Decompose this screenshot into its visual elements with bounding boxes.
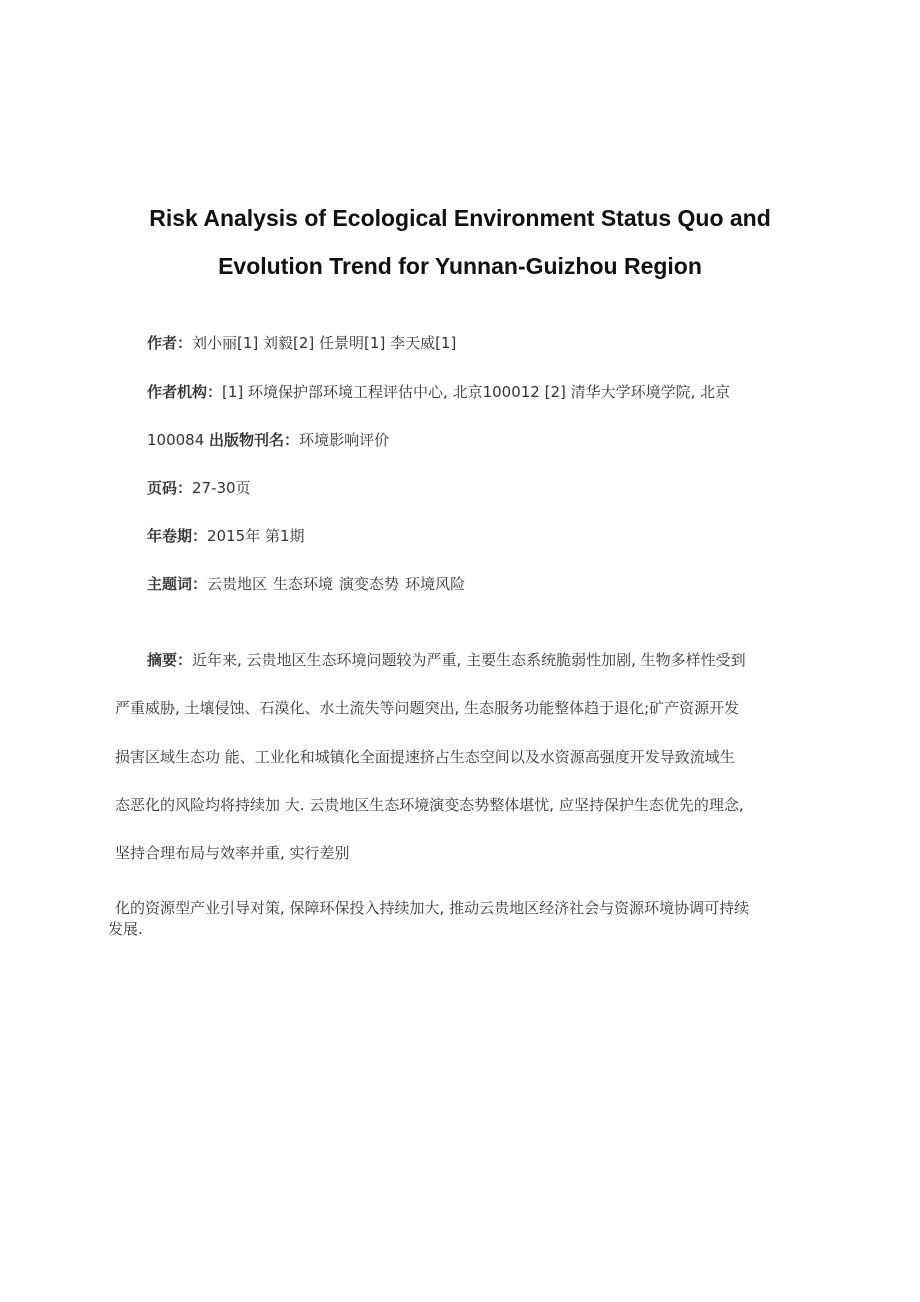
authors-row: [147, 332, 456, 354]
title-line-1: Risk Analysis of Ecological Environment Status Quo and: [149, 205, 771, 231]
org-journal-row: [147, 429, 389, 451]
abstract-line-5: 坚持合理布局与效率并重, 实行差别: [115, 844, 350, 862]
authors-value: 刘小丽[1] 刘毅[2] 任景明[1] 李天威[1]: [192, 334, 457, 352]
keyword-4: 环境风险: [405, 575, 466, 593]
keywords-row: [147, 573, 465, 595]
pages-label: 页码：: [147, 479, 193, 497]
journal-value: 环境影响评价: [299, 431, 390, 449]
org-label: 作者机构：: [147, 383, 223, 401]
issue-value: 2015年 第1期: [207, 527, 305, 545]
keyword-3: 演变态势: [339, 575, 400, 593]
org-value-line-2: 100084: [147, 431, 205, 449]
keywords-label: 主题词：: [147, 575, 208, 593]
keyword-1: 云贵地区: [207, 575, 268, 593]
journal-label: 出版物刊名：: [209, 431, 300, 449]
abstract-text-1: 近年来, 云贵地区生态环境问题较为严重, 主要生态系统脆弱性加剧, 生物多样性受到: [192, 651, 746, 669]
abstract-line-4: 态恶化的风险均将持续加 大. 云贵地区生态环境演变态势整体堪忧, 应坚持保护生态优先的理念,: [115, 796, 744, 814]
abstract-line-1: [147, 649, 746, 671]
org-value-line-1: [1] 环境保护部环境工程评估中心, 北京100012 [2] 清华大学环境学院, 北京: [222, 383, 731, 401]
org-row: [147, 381, 730, 403]
authors-label: 作者：: [147, 334, 193, 352]
pages-value: 27-30页: [192, 479, 251, 497]
keyword-2: 生态环境: [273, 575, 334, 593]
abstract-label: 摘要：: [147, 651, 193, 669]
issue-row: [147, 525, 305, 547]
abstract-line-3: 损害区域生态功 能、工业化和城镇化全面提速挤占生态空间以及水资源高强度开发导致流域生: [115, 748, 735, 766]
pages-row: [147, 477, 251, 499]
abstract-line-7: 发展.: [108, 920, 143, 938]
abstract-line-2: 严重威胁, 土壤侵蚀、石漠化、水土流失等问题突出, 生态服务功能整体趋于退化;矿产资源开发: [115, 699, 740, 717]
abstract-line-6: 化的资源型产业引导对策, 保障环保投入持续加大, 推动云贵地区经济社会与资源环境协调可持续: [115, 899, 750, 917]
issue-label: 年卷期：: [147, 527, 208, 545]
title-line-2: Evolution Trend for Yunnan-Guizhou Region: [218, 253, 702, 279]
